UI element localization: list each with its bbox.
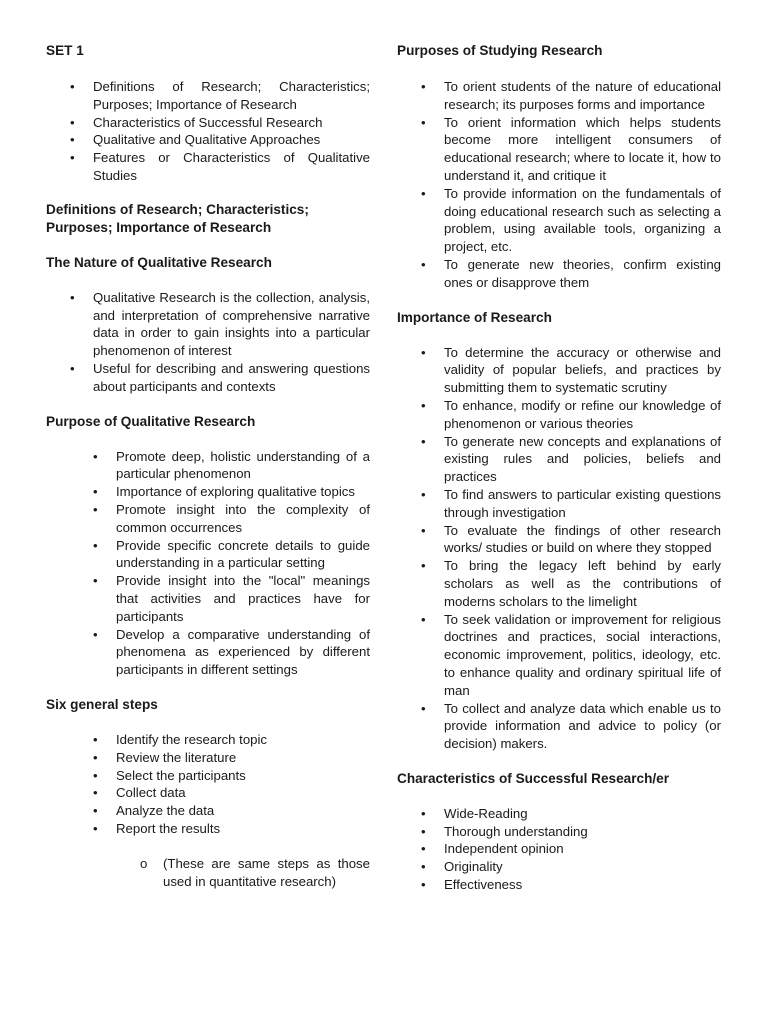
toc-list: [46, 78, 370, 185]
list-item: • Identify the research topic: [116, 731, 370, 749]
set-title: SET 1: [46, 43, 84, 58]
list-item: • Analyze the data: [116, 802, 370, 820]
list-item: • Effectiveness: [444, 876, 721, 894]
list-item: • To collect and analyze data which enable us to provide information and advice to policy (or decision) makers.: [444, 700, 721, 753]
list-item: • Independent opinion: [444, 840, 721, 858]
list-item: • To bring the legacy left behind by early scholars as well as the contributions of moderns scholars to the limelight: [444, 557, 721, 610]
right-column: [397, 42, 721, 894]
list-item: • To enhance, modify or refine our knowledge of phenomenon or various theories: [444, 397, 721, 433]
list-item: • To generate new theories, confirm existing ones or disapprove them: [444, 256, 721, 292]
list-item: • Features or Characteristics of Qualitative Studies: [93, 149, 370, 185]
characteristics-heading: Characteristics of Successful Research/er: [397, 770, 670, 786]
list-item: • Provide insight into the "local" meanings that activities and practices have for participants: [116, 572, 370, 625]
purpose-list: [46, 448, 370, 679]
list-item: • To orient information which helps students become more intelligent consumers of educational research; where to locate it, how to understand it, and critique it: [444, 114, 721, 185]
list-item: • Useful for describing and answering questions about participants and contexts: [93, 360, 370, 396]
list-item: • Thorough understanding: [444, 823, 721, 841]
list-item: • Report the results: [116, 820, 370, 838]
steps-note-list: [46, 855, 370, 891]
list-item: • To evaluate the findings of other research works/ studies or build on where they stopped: [444, 522, 721, 558]
list-item: • Provide specific concrete details to guide understanding in a particular setting: [116, 537, 370, 573]
characteristics-list: [397, 805, 721, 894]
list-item: • Originality: [444, 858, 721, 876]
nature-heading: The Nature of Qualitative Research: [46, 254, 272, 270]
list-item: • Wide-Reading: [444, 805, 721, 823]
list-item: • Definitions of Research; Characteristics; Purposes; Importance of Research: [93, 78, 370, 114]
list-item: • To provide information on the fundamentals of doing educational research such as selecting a problem, using available tools, organizing a project, etc.: [444, 185, 721, 256]
list-item: • Select the participants: [116, 767, 370, 785]
list-item: • Review the literature: [116, 749, 370, 767]
list-item: • To seek validation or improvement for religious doctrines and practices, social interactions, economic improvement, politics, ideology, etc. to enhance quality and ordinary spiritual life of man: [444, 611, 721, 700]
list-item: • Promote insight into the complexity of common occurrences: [116, 501, 370, 537]
purposes-heading: Purposes of Studying Research: [397, 43, 603, 58]
left-column: [46, 42, 370, 890]
list-item: • To find answers to particular existing questions through investigation: [444, 486, 721, 522]
steps-note: o (These are same steps as those used in quantitative research): [163, 855, 370, 891]
list-item: • Qualitative and Qualitative Approaches: [93, 131, 370, 149]
list-item: • To orient students of the nature of educational research; its purposes forms and importance: [444, 78, 721, 114]
definitions-heading: Definitions of Research; Characteristics; Purposes; Importance of Research: [46, 201, 309, 235]
list-item: • Qualitative Research is the collection, analysis, and interpretation of comprehensive narrative data in order to gain insights into a particular phenomenon of interest: [93, 289, 370, 360]
steps-list: [46, 731, 370, 838]
purpose-heading: Purpose of Qualitative Research: [46, 413, 256, 429]
list-item: • Promote deep, holistic understanding of a particular phenomenon: [116, 448, 370, 484]
importance-heading: Importance of Research: [397, 309, 552, 325]
list-item: • Develop a comparative understanding of phenomena as experienced by different participants in different settings: [116, 626, 370, 679]
list-item: • Collect data: [116, 784, 370, 802]
list-item: • To generate new concepts and explanations of existing rules and policies, beliefs and practices: [444, 433, 721, 486]
nature-list: [46, 289, 370, 396]
importance-list: [397, 344, 721, 753]
purposes-list: [397, 78, 721, 292]
list-item: • Characteristics of Successful Research: [93, 114, 370, 132]
steps-heading: Six general steps: [46, 696, 158, 712]
list-item: • Importance of exploring qualitative topics: [116, 483, 370, 501]
list-item: • To determine the accuracy or otherwise and validity of popular beliefs, and practices by submitting them to systematic scrutiny: [444, 344, 721, 397]
